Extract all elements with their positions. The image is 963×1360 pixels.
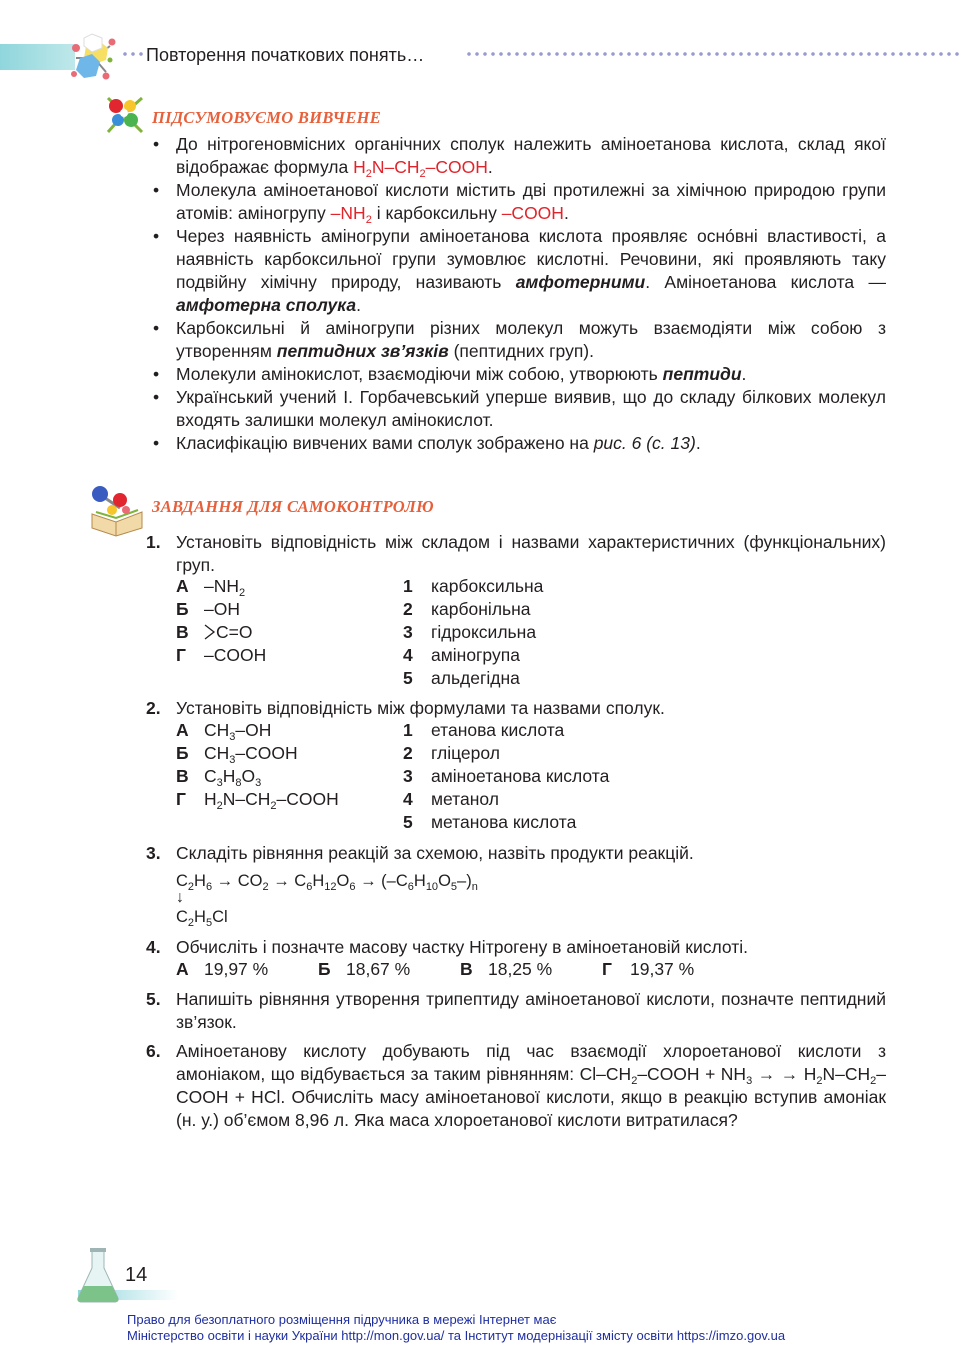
task-2-left-column: А $CH_3-OH$ Б $CH_3$–COOH В $C_3H_8O_3$ Г $H_2N-CH_2$–COOH [176, 720, 339, 812]
summary-item: • Через наявність аміногрупи аміноетанова кислота проявляє осно́вні властивості, а наявність карбоксильної групи зумовлює кислотні. Речовини, які проявляють таку подвійну хімічну природу, називають амфотерними. Аміноетанова кислота — амфотерна сполука. [151, 225, 886, 317]
glycine-formula: $H_2N-CH_2$–COOH [353, 157, 488, 180]
summary-list [151, 133, 886, 455]
summary-item: • Класифікацію вивчених вами сполук зображено на рис. 6 (с. 13). [151, 432, 886, 455]
task-4: 4. Обчисліть і позначте масову частку Нітрогену в аміноетановій кислоті. [146, 937, 749, 957]
summary-item: • Український учений І. Горбачевський уперше виявив, що до складу білкових молекул входять залишки молекул амінокислот. [151, 386, 886, 432]
header-dots [465, 51, 963, 57]
task-2: 2. Установіть відповідність між формулами та назвами сполук. [146, 698, 665, 718]
task-5: 5. Напишіть рівняння утворення трипептиду аміноетанової кислоти, позначте пептидний зв’язок. [146, 989, 886, 1032]
flask-icon [76, 1248, 120, 1304]
carbonyl-bond-icon [204, 624, 216, 640]
summary-molecule-icon [98, 88, 150, 140]
book-molecule-icon [86, 478, 148, 538]
footer-line-2: Міністерство освіти і науки України http://mon.gov.ua/ та Інститут модернізації змісту освіти https://imzo.gov.ua [127, 1328, 786, 1343]
summary-item: • До нітрогеновмісних органічних сполук належить аміноетанова кислота, склад якої відображає формула $H_2N-CH_2$–COOH. [151, 133, 886, 179]
task-1: 1. Установіть відповідність між складом і назвами характеристичних (функціональних) груп. [146, 532, 886, 575]
reaction-scheme: $C_2H_6 \to CO_2 \to C_6H_{12}O_6 \to (-C_6H_{10}O_5-)_n$ [176, 872, 478, 893]
running-header: Повторення початкових понять… [146, 45, 425, 65]
summary-item: • Молекули амінокислот, взаємодіючи між собою, утворюють пептиди. [151, 363, 886, 386]
task-2-right-column: 1 етанова кислота 2 гліцерол 3 аміноетанова кислота 4 метанол 5 метанова кислота [403, 720, 610, 832]
task-4-answers: А 19,97 % Б 18,67 % В 18,25 % Г 19,37 % [176, 959, 695, 979]
summary-item: • Карбоксильні й аміногрупи різних молекул можуть взаємодіяти між собою з утворенням пептидних зв’язків (пептидних груп). [151, 317, 886, 363]
summary-item: • Молекула аміноетанової кислоти містить дві протилежні за хімічною природою групи атомів: аміногрупу $-NH_2$ і карбоксильну –COOH. [151, 179, 886, 225]
task-1-left-column: А $-NH_2$ Б –OH В C=O Г –COOH [176, 576, 267, 665]
tasks-title: ЗАВДАННЯ ДЛЯ САМОКОНТРОЛЮ [152, 497, 434, 516]
footer-line-1: Право для безоплатного розміщення підручника в мережі Інтернет має [127, 1312, 557, 1327]
task-1-right-column: 1 карбоксильна 2 карбонільна 3 гідроксильна 4 аміногрупа 5 альдегідна [403, 576, 544, 688]
down-arrow-icon: ↓ [176, 889, 184, 906]
task-3: 3. Складіть рівняння реакцій за схемою, назвіть продукти реакцій. [146, 843, 694, 863]
molecule-logo-icon [62, 28, 126, 88]
page-number: 14 [125, 1264, 148, 1286]
summary-title: ПІДСУМОВУЄМО ВИВЧЕНЕ [152, 108, 382, 127]
task-6: 6. Аміноетанову кислоту добувають під час взаємодії хлороетанової кислоти з амоніаком, що відбувається за таким рівнянням: $Cl-CH_2$–COOH + $NH_3$ → → $H_2N-CH_2$–COOH + HCl. Обчисліть масу аміноетанової кислоти, якщо в реакцію вступив амоніак (н. у.) об’ємом 8,96 л. Яка маса хлороетанової кислоти витратилася? [146, 1041, 886, 1130]
reaction-scheme-branch: $C_2H_5Cl$ [176, 908, 228, 929]
header-dots-left [121, 51, 143, 57]
